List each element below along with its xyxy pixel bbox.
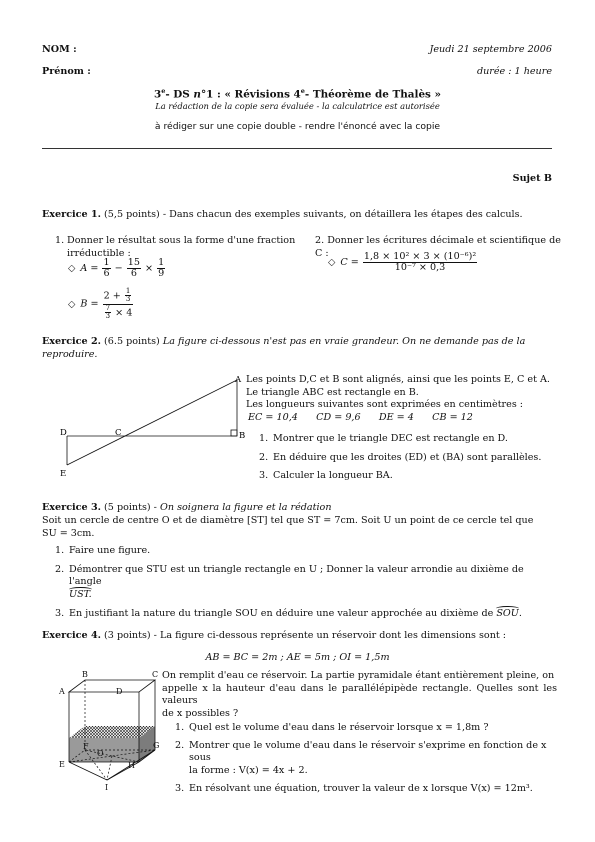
- prenom-label: Prénom :: [42, 66, 91, 77]
- ex4-questions: [175, 722, 560, 798]
- sujet-label: Sujet B: [512, 173, 552, 184]
- fig-label-d: D: [116, 687, 123, 696]
- ex3-statement: Soit un cercle de centre O et de diamètre [ST] tel que ST = 7cm. Soit U un point de ce cercle tel que SU = 3cm.: [42, 515, 534, 539]
- fig-label-e: E: [60, 469, 67, 479]
- diamond-bullet-icon: ◇: [68, 263, 76, 275]
- list-item: 3. En justifiant la nature du triangle SOU en déduire une valeur approchée au dixième de SOU.: [55, 607, 522, 619]
- exam-duration: durée : 1 heure: [476, 66, 552, 77]
- ex3-heading: Exercice 3. (5 points) - On soignera la figure et la rédation: [42, 502, 332, 513]
- list-item: 2. En déduire que les droites (ED) et (BA) sont parallèles.: [259, 451, 542, 463]
- expression-a: ◇ A = $\frac{1}{6}$ − $\frac{15}{6}$ × $\frac{1}{9}$: [68, 257, 165, 280]
- diamond-bullet-icon: ◇: [328, 257, 336, 269]
- expression-b: ◇ B = 2 + $\frac{1}{3}$ $\frac{7}{3}$ × 4: [68, 287, 133, 321]
- fig-label-b: B: [82, 670, 88, 679]
- list-item: 2. Démontrer que STU est un triangle rectangle en U ; Donner la valeur arrondie au dixième de l'angle UST.: [55, 563, 524, 600]
- ex1-heading: Exercice 1. (5,5 points) - Dans chacun des exemples suivants, on détaillera les étapes des calculs.: [42, 209, 523, 220]
- fig-label-o: O: [97, 749, 104, 758]
- ex1-question-2: 2. Donner les écritures décimale et scientifique de C :: [315, 235, 561, 259]
- page-subtitle: La rédaction de la copie sera évaluée - la calculatrice est autorisée: [155, 101, 440, 111]
- list-item: 1. Faire une figure.: [55, 545, 151, 556]
- fig-label-c: C: [152, 670, 159, 679]
- fig-label-b: B: [239, 431, 246, 441]
- ex2-heading: Exercice 2. (6.5 points) La figure ci-dessous n'est pas en vraie grandeur. On ne demande pas de la reproduire.: [42, 336, 526, 360]
- ex4-dimensions: AB = BC = 2m ; AE = 5m ; OI = 1,5m: [205, 652, 390, 663]
- page-instruction: à rédiger sur une copie double - rendre l'énoncé avec la copie: [154, 121, 441, 132]
- list-item: 1. Montrer que le triangle DEC est rectangle en D.: [259, 433, 508, 444]
- exam-date: Jeudi 21 septembre 2006: [429, 44, 552, 55]
- list-item: 3. En résolvant une équation, trouver la valeur de x lorsque V(x) = 12m³.: [175, 782, 533, 794]
- header-divider: [42, 148, 552, 149]
- list-item: 2. Montrer que le volume d'eau dans le réservoir s'exprime en fonction de x sous la forme : V(x) = 4x + 2.: [175, 739, 547, 776]
- fig-label-h: H: [128, 761, 135, 770]
- ex4-statement: On remplit d'eau ce réservoir. La partie pyramidale étant entièrement pleine, on appelle x la hauteur d'eau dans le parallélépipède rectangle. Quelles sont les valeurs de x possibles ?: [162, 670, 557, 719]
- fig-label-d: D: [60, 428, 67, 438]
- fig-label-f: F: [83, 742, 89, 751]
- fig-label-i: I: [105, 783, 109, 792]
- fig-label-a: A: [59, 687, 65, 696]
- reservoir-figure: [55, 668, 165, 796]
- list-item: 3. Calculer la longueur BA.: [259, 470, 393, 482]
- ex2-measures: EC = 10,4 CD = 9,6 DE = 4 CB = 12: [248, 411, 473, 423]
- ex2-questions: [259, 433, 559, 486]
- ex2-statement: Les points D,C et B sont alignés, ainsi que les points E, C et A. Le triangle ABC est rectangle en B. Les longueurs suivantes sont exprimées en centimètres : EC = 10,4 CD = 9,6 DE = 4 CB = 12: [246, 374, 556, 425]
- nom-label: NOM :: [42, 44, 77, 55]
- fig-label-g: G: [153, 741, 160, 750]
- fig-label-c: C: [115, 428, 122, 438]
- fig-label-a: A: [235, 375, 242, 385]
- page-title: 3e- DS n°1 : « Révisions 4e- Théorème de Thalès »: [153, 87, 442, 101]
- diamond-bullet-icon: ◇: [68, 298, 76, 310]
- expression-c: ◇ C = $\frac{\text{1,8 × 10² × 3 × (10⁻⁶)²}}{\text{10⁻⁷ × 0,3}}$: [328, 251, 477, 274]
- ex1-question-1: 1. Donner le résultat sous la forme d'une fraction irréductible :: [55, 235, 296, 259]
- ex3-questions: [55, 545, 555, 623]
- thales-lines: [67, 380, 237, 465]
- fig-label-e: E: [59, 760, 65, 769]
- list-item: 1. Quel est le volume d'eau dans le réservoir lorsque x = 1,8m ?: [175, 722, 489, 733]
- ex4-heading: Exercice 4. (3 points) - La figure ci-dessous représente un réservoir dont les dimensions sont :: [42, 630, 507, 641]
- thales-figure: [55, 372, 250, 482]
